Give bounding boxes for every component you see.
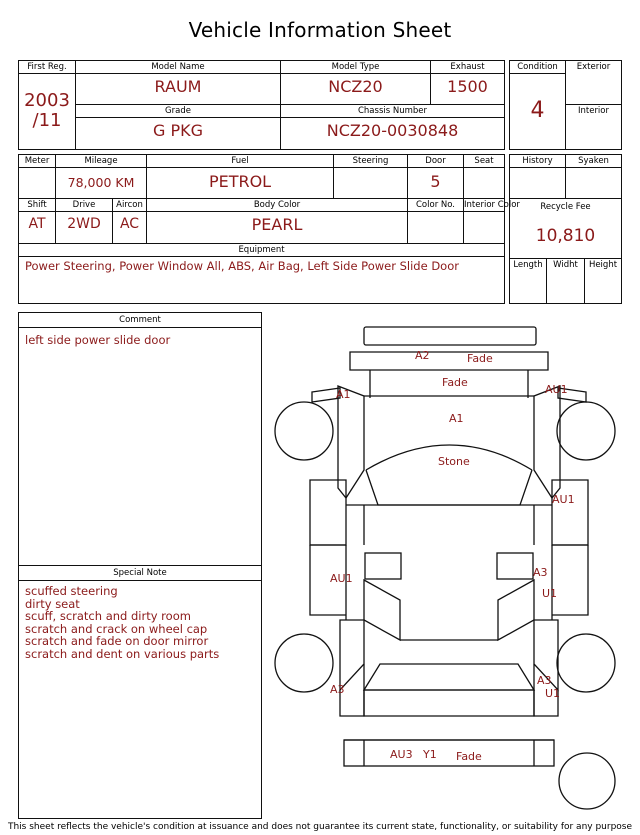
length-cell [510,259,547,304]
wheel-front-right-icon [557,402,615,460]
width-cell [547,259,585,304]
seat-label: Seat [464,155,504,168]
damage-mark: A1 [336,388,351,401]
syaken-label: Syaken [566,155,621,168]
damage-mark: AU1 [552,493,575,506]
first-reg-month: /11 [32,110,62,131]
shift-cell [19,199,56,244]
first-reg-cell [19,61,76,150]
syaken-cell [566,155,622,199]
drive-label: Drive [56,199,112,212]
model-type-cell [281,61,431,105]
drive-cell [56,199,113,244]
height-label: Height [588,260,618,270]
special-note-header: Special Note [19,566,261,581]
wheel-rear-right-icon [557,634,615,692]
height-cell [585,259,622,304]
history-label: History [510,155,565,168]
equipment-label: Equipment [19,244,504,257]
exhaust-label: Exhaust [431,61,504,74]
history-cell [510,155,566,199]
door-label: Door [408,155,463,168]
condition-cell [510,61,566,150]
equipment-cell [19,244,505,304]
special-note-item: scuff, scratch and dirty room [25,609,191,623]
damage-mark: A3 [330,683,345,696]
model-name-label: Model Name [76,61,280,74]
special-note-section [19,565,261,664]
body-color-label: Body Color [147,199,407,212]
damage-mark: AU1 [330,572,353,585]
comment-header: Comment [19,313,261,328]
exhaust-value: 1500 [447,77,488,96]
grade-label: Grade [76,105,280,118]
damage-mark: A3 [533,566,548,579]
grade-cell [76,105,281,150]
spare-wheel-icon [559,753,615,809]
comment-box [18,312,262,819]
shift-value: AT [28,216,46,232]
body-color-value: PEARL [251,215,303,234]
steering-cell [334,155,408,199]
mileage-cell [56,155,147,199]
registration-table [18,60,505,150]
exterior-cell [566,61,622,105]
chassis-value: NCZ20-0030848 [326,121,459,140]
mileage-value: 78,000 KM [67,175,135,190]
damage-mark: AU1 [545,383,568,396]
condition-value: 4 [530,98,545,123]
interior-cell [566,105,622,150]
chassis-label: Chassis Number [281,105,504,118]
grade-value: G PKG [152,121,204,140]
exhaust-cell [431,61,505,105]
special-note-item: scratch and dent on various parts [25,646,220,661]
page-title: Vehicle Information Sheet [188,18,452,42]
history-table [509,154,622,304]
interior-label: Interior [577,106,609,116]
fuel-value: PETROL [208,172,272,191]
model-type-label: Model Type [281,61,430,74]
first-reg-label: First Reg. [19,61,75,74]
recycle-fee-value: 10,810 [535,226,596,246]
special-note-item: scratch and crack on wheel cap [25,621,208,636]
special-note-item: scratch and fade on door mirror [25,634,209,648]
body-color-cell [147,199,408,244]
specs-table [18,154,520,304]
mileage-label: Mileage [56,155,146,168]
exterior-label: Exterior [576,62,611,72]
damage-mark: Fade [442,376,468,389]
damage-marks [330,349,575,763]
footer-disclaimer: This sheet reflects the vehicle's condition at issuance and does not guarantee its current state, functionality, or suitability for any purpose [7,822,633,832]
color-no-label: Color No. [408,199,463,212]
fuel-cell [147,155,334,199]
damage-mark: Stone [438,455,470,468]
wheel-front-left-icon [275,402,333,460]
seat-cell [464,155,505,199]
drive-value: 2WD [67,216,101,232]
damage-mark: Fade [467,352,493,365]
condition-label: Condition [510,61,565,74]
wheel-rear-left-icon [275,634,333,692]
damage-mark: A3 [537,674,552,687]
width-label: Widht [553,260,578,270]
door-value: 5 [430,172,441,191]
meter-cell [19,155,56,199]
condition-table [509,60,622,150]
meter-label: Meter [19,155,55,168]
shift-label: Shift [19,199,55,212]
special-note-list [19,581,261,664]
special-note-item: scuffed steering [25,584,118,598]
first-reg-year: 2003 [24,90,70,111]
special-note-item: dirty seat [25,596,80,611]
damage-mark: AU3 [390,748,413,761]
damage-mark: Y1 [423,748,437,761]
damage-mark: A1 [449,412,464,425]
interior-color-cell [464,199,520,244]
aircon-value: AC [119,216,140,232]
comment-text: left side power slide door [25,333,171,347]
aircon-label: Aircon [113,199,146,212]
damage-mark: Fade [456,750,482,763]
damage-mark: A2 [415,349,430,362]
color-no-cell [408,199,464,244]
steering-label: Steering [334,155,407,168]
equipment-value: Power Steering, Power Window All, ABS, Air Bag, Left Side Power Slide Door [25,259,459,273]
model-name-value: RAUM [154,77,202,96]
car-damage-diagram [272,318,622,823]
length-label: Length [513,260,543,270]
aircon-cell [113,199,147,244]
model-name-cell [76,61,281,105]
model-type-value: NCZ20 [328,77,383,96]
damage-mark: U1 [542,587,558,600]
recycle-fee-label: Recycle Fee [540,202,591,212]
fuel-label: Fuel [147,155,333,168]
recycle-fee-cell [510,199,622,259]
chassis-cell [281,105,505,150]
interior-color-label: Interior Color [464,200,520,210]
door-cell [408,155,464,199]
damage-mark: U1 [545,687,561,700]
